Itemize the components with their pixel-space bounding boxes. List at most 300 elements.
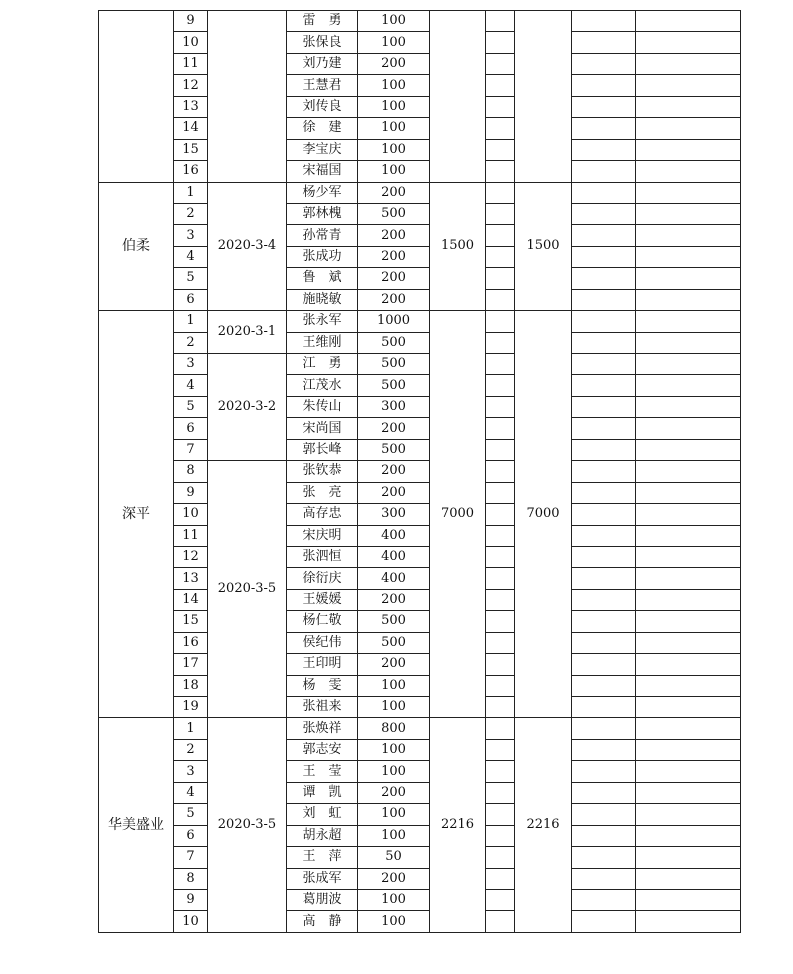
donor-name-cell: 王 莹 <box>287 761 358 782</box>
empty-cell <box>572 311 636 332</box>
row-number-cell: 11 <box>174 53 208 74</box>
empty-cell <box>636 739 741 760</box>
empty-cell <box>636 439 741 460</box>
table-row <box>99 53 741 74</box>
amount-cell: 100 <box>358 804 430 825</box>
row-number-cell: 6 <box>174 289 208 310</box>
empty-cell <box>572 868 636 889</box>
table-row <box>99 75 741 96</box>
row-number-cell: 15 <box>174 139 208 160</box>
donor-name-cell: 李宝庆 <box>287 139 358 160</box>
table-row <box>99 118 741 139</box>
amount-cell: 200 <box>358 482 430 503</box>
row-number-cell: 4 <box>174 782 208 803</box>
empty-cell <box>572 739 636 760</box>
empty-cell <box>486 32 515 53</box>
empty-cell <box>636 32 741 53</box>
empty-cell <box>636 96 741 117</box>
empty-cell <box>636 11 741 32</box>
empty-cell <box>636 225 741 246</box>
empty-cell <box>636 825 741 846</box>
table-row <box>99 675 741 696</box>
donor-name-cell: 刘 虹 <box>287 804 358 825</box>
empty-cell <box>572 482 636 503</box>
empty-cell <box>486 761 515 782</box>
empty-cell <box>636 546 741 567</box>
empty-cell <box>486 697 515 718</box>
date-cell: 2020-3-5 <box>208 718 287 932</box>
empty-cell <box>636 139 741 160</box>
unit-total-confirm-cell <box>515 11 572 183</box>
table-row <box>99 396 741 417</box>
empty-cell <box>572 504 636 525</box>
table-row <box>99 847 741 868</box>
donor-name-cell: 谭 凯 <box>287 782 358 803</box>
empty-cell <box>486 868 515 889</box>
empty-cell <box>572 182 636 203</box>
donor-name-cell: 张保良 <box>287 32 358 53</box>
empty-cell <box>636 161 741 182</box>
unit-total-confirm-cell: 7000 <box>515 311 572 718</box>
empty-cell <box>486 354 515 375</box>
empty-cell <box>572 11 636 32</box>
amount-cell: 500 <box>358 439 430 460</box>
amount-cell: 200 <box>358 182 430 203</box>
empty-cell <box>486 139 515 160</box>
donor-name-cell: 王维刚 <box>287 332 358 353</box>
empty-cell <box>572 525 636 546</box>
empty-cell <box>486 289 515 310</box>
row-number-cell: 5 <box>174 396 208 417</box>
table-row <box>99 718 741 739</box>
table-row <box>99 161 741 182</box>
empty-cell <box>486 311 515 332</box>
amount-cell: 200 <box>358 268 430 289</box>
empty-cell <box>572 589 636 610</box>
table-row <box>99 525 741 546</box>
unit-total-confirm-cell: 2216 <box>515 718 572 932</box>
unit-total-cell: 2216 <box>430 718 486 932</box>
row-number-cell: 5 <box>174 268 208 289</box>
row-number-cell: 19 <box>174 697 208 718</box>
amount-cell: 200 <box>358 868 430 889</box>
donor-name-cell: 朱传山 <box>287 396 358 417</box>
amount-cell: 200 <box>358 246 430 267</box>
date-cell: 2020-3-1 <box>208 311 287 354</box>
amount-cell: 100 <box>358 739 430 760</box>
empty-cell <box>572 825 636 846</box>
row-number-cell: 14 <box>174 118 208 139</box>
table-row <box>99 139 741 160</box>
empty-cell <box>572 782 636 803</box>
row-number-cell: 9 <box>174 482 208 503</box>
amount-cell: 500 <box>358 203 430 224</box>
row-number-cell: 8 <box>174 868 208 889</box>
amount-cell: 100 <box>358 161 430 182</box>
table-row <box>99 504 741 525</box>
row-number-cell: 11 <box>174 525 208 546</box>
empty-cell <box>486 161 515 182</box>
amount-cell: 200 <box>358 589 430 610</box>
row-number-cell: 1 <box>174 718 208 739</box>
empty-cell <box>486 461 515 482</box>
empty-cell <box>636 203 741 224</box>
amount-cell: 200 <box>358 782 430 803</box>
donor-name-cell: 王 萍 <box>287 847 358 868</box>
empty-cell <box>636 654 741 675</box>
empty-cell <box>572 332 636 353</box>
empty-cell <box>572 654 636 675</box>
empty-cell <box>572 568 636 589</box>
empty-cell <box>486 546 515 567</box>
empty-cell <box>486 482 515 503</box>
empty-cell <box>636 632 741 653</box>
empty-cell <box>636 75 741 96</box>
table-row <box>99 289 741 310</box>
row-number-cell: 5 <box>174 804 208 825</box>
empty-cell <box>486 225 515 246</box>
empty-cell <box>572 246 636 267</box>
table-row <box>99 546 741 567</box>
date-cell <box>208 11 287 183</box>
amount-cell: 100 <box>358 118 430 139</box>
donor-name-cell: 王印明 <box>287 654 358 675</box>
table-row <box>99 589 741 610</box>
empty-cell <box>636 697 741 718</box>
donor-name-cell: 江 勇 <box>287 354 358 375</box>
donor-name-cell: 徐 建 <box>287 118 358 139</box>
empty-cell <box>486 11 515 32</box>
amount-cell: 100 <box>358 697 430 718</box>
empty-cell <box>572 225 636 246</box>
amount-cell: 100 <box>358 761 430 782</box>
empty-cell <box>486 718 515 739</box>
row-number-cell: 16 <box>174 632 208 653</box>
donor-name-cell: 张泗恒 <box>287 546 358 567</box>
amount-cell: 100 <box>358 911 430 932</box>
amount-cell: 300 <box>358 396 430 417</box>
row-number-cell: 2 <box>174 203 208 224</box>
unit-total-cell: 7000 <box>430 311 486 718</box>
empty-cell <box>636 246 741 267</box>
empty-cell <box>486 53 515 74</box>
empty-cell <box>486 246 515 267</box>
donor-name-cell: 高 静 <box>287 911 358 932</box>
table-row <box>99 911 741 932</box>
table-row <box>99 782 741 803</box>
amount-cell: 500 <box>358 632 430 653</box>
row-number-cell: 9 <box>174 889 208 910</box>
row-number-cell: 3 <box>174 225 208 246</box>
empty-cell <box>572 675 636 696</box>
table-row <box>99 654 741 675</box>
table-row <box>99 697 741 718</box>
row-number-cell: 10 <box>174 32 208 53</box>
donor-name-cell: 宋庆明 <box>287 525 358 546</box>
donor-name-cell: 宋尚国 <box>287 418 358 439</box>
empty-cell <box>636 289 741 310</box>
donor-name-cell: 王媛媛 <box>287 589 358 610</box>
donor-name-cell: 侯纪伟 <box>287 632 358 653</box>
table-row <box>99 889 741 910</box>
donor-name-cell: 胡永超 <box>287 825 358 846</box>
empty-cell <box>572 611 636 632</box>
empty-cell <box>486 889 515 910</box>
empty-cell <box>572 161 636 182</box>
donor-name-cell: 刘传良 <box>287 96 358 117</box>
row-number-cell: 9 <box>174 11 208 32</box>
table-row <box>99 739 741 760</box>
donor-name-cell: 雷 勇 <box>287 11 358 32</box>
empty-cell <box>572 268 636 289</box>
empty-cell <box>636 589 741 610</box>
empty-cell <box>486 396 515 417</box>
table-row <box>99 96 741 117</box>
empty-cell <box>572 375 636 396</box>
empty-cell <box>636 868 741 889</box>
table-row <box>99 11 741 32</box>
table-row <box>99 804 741 825</box>
amount-cell: 200 <box>358 418 430 439</box>
table-row <box>99 32 741 53</box>
table-row <box>99 182 741 203</box>
empty-cell <box>486 611 515 632</box>
empty-cell <box>486 439 515 460</box>
table-row <box>99 375 741 396</box>
row-number-cell: 2 <box>174 739 208 760</box>
table-row <box>99 868 741 889</box>
empty-cell <box>636 675 741 696</box>
donor-name-cell: 张成功 <box>287 246 358 267</box>
donor-name-cell: 郭长峰 <box>287 439 358 460</box>
empty-cell <box>486 182 515 203</box>
row-number-cell: 1 <box>174 311 208 332</box>
empty-cell <box>486 525 515 546</box>
empty-cell <box>486 332 515 353</box>
empty-cell <box>572 632 636 653</box>
empty-cell <box>636 568 741 589</box>
donor-name-cell: 张永军 <box>287 311 358 332</box>
amount-cell: 500 <box>358 375 430 396</box>
empty-cell <box>636 525 741 546</box>
table-row <box>99 418 741 439</box>
amount-cell: 100 <box>358 32 430 53</box>
empty-cell <box>486 118 515 139</box>
empty-cell <box>572 439 636 460</box>
table-row <box>99 761 741 782</box>
amount-cell: 200 <box>358 53 430 74</box>
amount-cell: 100 <box>358 11 430 32</box>
row-number-cell: 18 <box>174 675 208 696</box>
empty-cell <box>572 804 636 825</box>
donor-name-cell: 鲁 斌 <box>287 268 358 289</box>
empty-cell <box>572 203 636 224</box>
empty-cell <box>572 889 636 910</box>
empty-cell <box>636 761 741 782</box>
donor-name-cell: 孙常青 <box>287 225 358 246</box>
donor-name-cell: 杨少军 <box>287 182 358 203</box>
row-number-cell: 13 <box>174 96 208 117</box>
table-row <box>99 632 741 653</box>
amount-cell: 100 <box>358 675 430 696</box>
empty-cell <box>636 354 741 375</box>
donor-name-cell: 葛朋波 <box>287 889 358 910</box>
row-number-cell: 12 <box>174 75 208 96</box>
table-row <box>99 825 741 846</box>
donor-name-cell: 王慧君 <box>287 75 358 96</box>
amount-cell: 100 <box>358 96 430 117</box>
row-number-cell: 14 <box>174 589 208 610</box>
row-number-cell: 7 <box>174 439 208 460</box>
empty-cell <box>572 289 636 310</box>
empty-cell <box>486 203 515 224</box>
donor-name-cell: 高存忠 <box>287 504 358 525</box>
table-row <box>99 332 741 353</box>
empty-cell <box>486 268 515 289</box>
empty-cell <box>572 718 636 739</box>
empty-cell <box>486 75 515 96</box>
empty-cell <box>486 418 515 439</box>
amount-cell: 300 <box>358 504 430 525</box>
table-row <box>99 461 741 482</box>
table-row <box>99 311 741 332</box>
empty-cell <box>572 697 636 718</box>
empty-cell <box>636 418 741 439</box>
empty-cell <box>572 32 636 53</box>
empty-cell <box>636 718 741 739</box>
row-number-cell: 16 <box>174 161 208 182</box>
unit-total-cell: 1500 <box>430 182 486 311</box>
amount-cell: 500 <box>358 332 430 353</box>
empty-cell <box>572 396 636 417</box>
amount-cell: 1000 <box>358 311 430 332</box>
unit-name-cell: 华美盛业 <box>99 718 174 932</box>
amount-cell: 100 <box>358 75 430 96</box>
empty-cell <box>572 75 636 96</box>
table-row <box>99 203 741 224</box>
donor-name-cell: 宋福国 <box>287 161 358 182</box>
donor-name-cell: 张钦恭 <box>287 461 358 482</box>
amount-cell: 200 <box>358 654 430 675</box>
empty-cell <box>486 504 515 525</box>
unit-total-cell <box>430 11 486 183</box>
empty-cell <box>486 825 515 846</box>
row-number-cell: 1 <box>174 182 208 203</box>
empty-cell <box>636 182 741 203</box>
amount-cell: 100 <box>358 825 430 846</box>
row-number-cell: 7 <box>174 847 208 868</box>
amount-cell: 100 <box>358 889 430 910</box>
empty-cell <box>486 911 515 932</box>
empty-cell <box>636 332 741 353</box>
row-number-cell: 17 <box>174 654 208 675</box>
row-number-cell: 10 <box>174 504 208 525</box>
donor-name-cell: 张成军 <box>287 868 358 889</box>
empty-cell <box>572 96 636 117</box>
empty-cell <box>486 589 515 610</box>
empty-cell <box>486 739 515 760</box>
empty-cell <box>486 782 515 803</box>
row-number-cell: 13 <box>174 568 208 589</box>
table-row <box>99 482 741 503</box>
donor-name-cell: 杨仁敬 <box>287 611 358 632</box>
amount-cell: 800 <box>358 718 430 739</box>
date-cell: 2020-3-4 <box>208 182 287 311</box>
row-number-cell: 3 <box>174 354 208 375</box>
empty-cell <box>486 847 515 868</box>
row-number-cell: 12 <box>174 546 208 567</box>
empty-cell <box>572 53 636 74</box>
amount-cell: 200 <box>358 461 430 482</box>
table-row <box>99 268 741 289</box>
empty-cell <box>636 375 741 396</box>
row-number-cell: 4 <box>174 246 208 267</box>
row-number-cell: 6 <box>174 418 208 439</box>
donor-name-cell: 刘乃建 <box>287 53 358 74</box>
row-number-cell: 6 <box>174 825 208 846</box>
amount-cell: 400 <box>358 525 430 546</box>
empty-cell <box>572 461 636 482</box>
empty-cell <box>572 847 636 868</box>
empty-cell <box>636 504 741 525</box>
empty-cell <box>572 354 636 375</box>
empty-cell <box>636 611 741 632</box>
empty-cell <box>486 632 515 653</box>
amount-cell: 500 <box>358 354 430 375</box>
empty-cell <box>486 675 515 696</box>
amount-cell: 50 <box>358 847 430 868</box>
donor-name-cell: 郭志安 <box>287 739 358 760</box>
unit-name-cell <box>99 11 174 183</box>
empty-cell <box>636 782 741 803</box>
table-row <box>99 246 741 267</box>
amount-cell: 200 <box>358 225 430 246</box>
donor-name-cell: 张焕祥 <box>287 718 358 739</box>
empty-cell <box>486 654 515 675</box>
empty-cell <box>636 911 741 932</box>
empty-cell <box>572 139 636 160</box>
donor-name-cell: 施晓敏 <box>287 289 358 310</box>
table-row <box>99 225 741 246</box>
unit-total-confirm-cell: 1500 <box>515 182 572 311</box>
empty-cell <box>636 804 741 825</box>
amount-cell: 400 <box>358 568 430 589</box>
date-cell: 2020-3-5 <box>208 461 287 718</box>
table-row <box>99 439 741 460</box>
table-body <box>99 11 741 933</box>
empty-cell <box>636 118 741 139</box>
row-number-cell: 2 <box>174 332 208 353</box>
empty-cell <box>572 911 636 932</box>
row-number-cell: 10 <box>174 911 208 932</box>
empty-cell <box>572 118 636 139</box>
unit-name-cell: 伯柔 <box>99 182 174 311</box>
empty-cell <box>636 53 741 74</box>
donor-name-cell: 杨 雯 <box>287 675 358 696</box>
empty-cell <box>486 375 515 396</box>
table-row <box>99 354 741 375</box>
donor-name-cell: 郭林槐 <box>287 203 358 224</box>
empty-cell <box>636 461 741 482</box>
amount-cell: 500 <box>358 611 430 632</box>
row-number-cell: 4 <box>174 375 208 396</box>
donor-name-cell: 徐衍庆 <box>287 568 358 589</box>
empty-cell <box>636 268 741 289</box>
table-row <box>99 611 741 632</box>
empty-cell <box>636 847 741 868</box>
row-number-cell: 8 <box>174 461 208 482</box>
empty-cell <box>636 482 741 503</box>
